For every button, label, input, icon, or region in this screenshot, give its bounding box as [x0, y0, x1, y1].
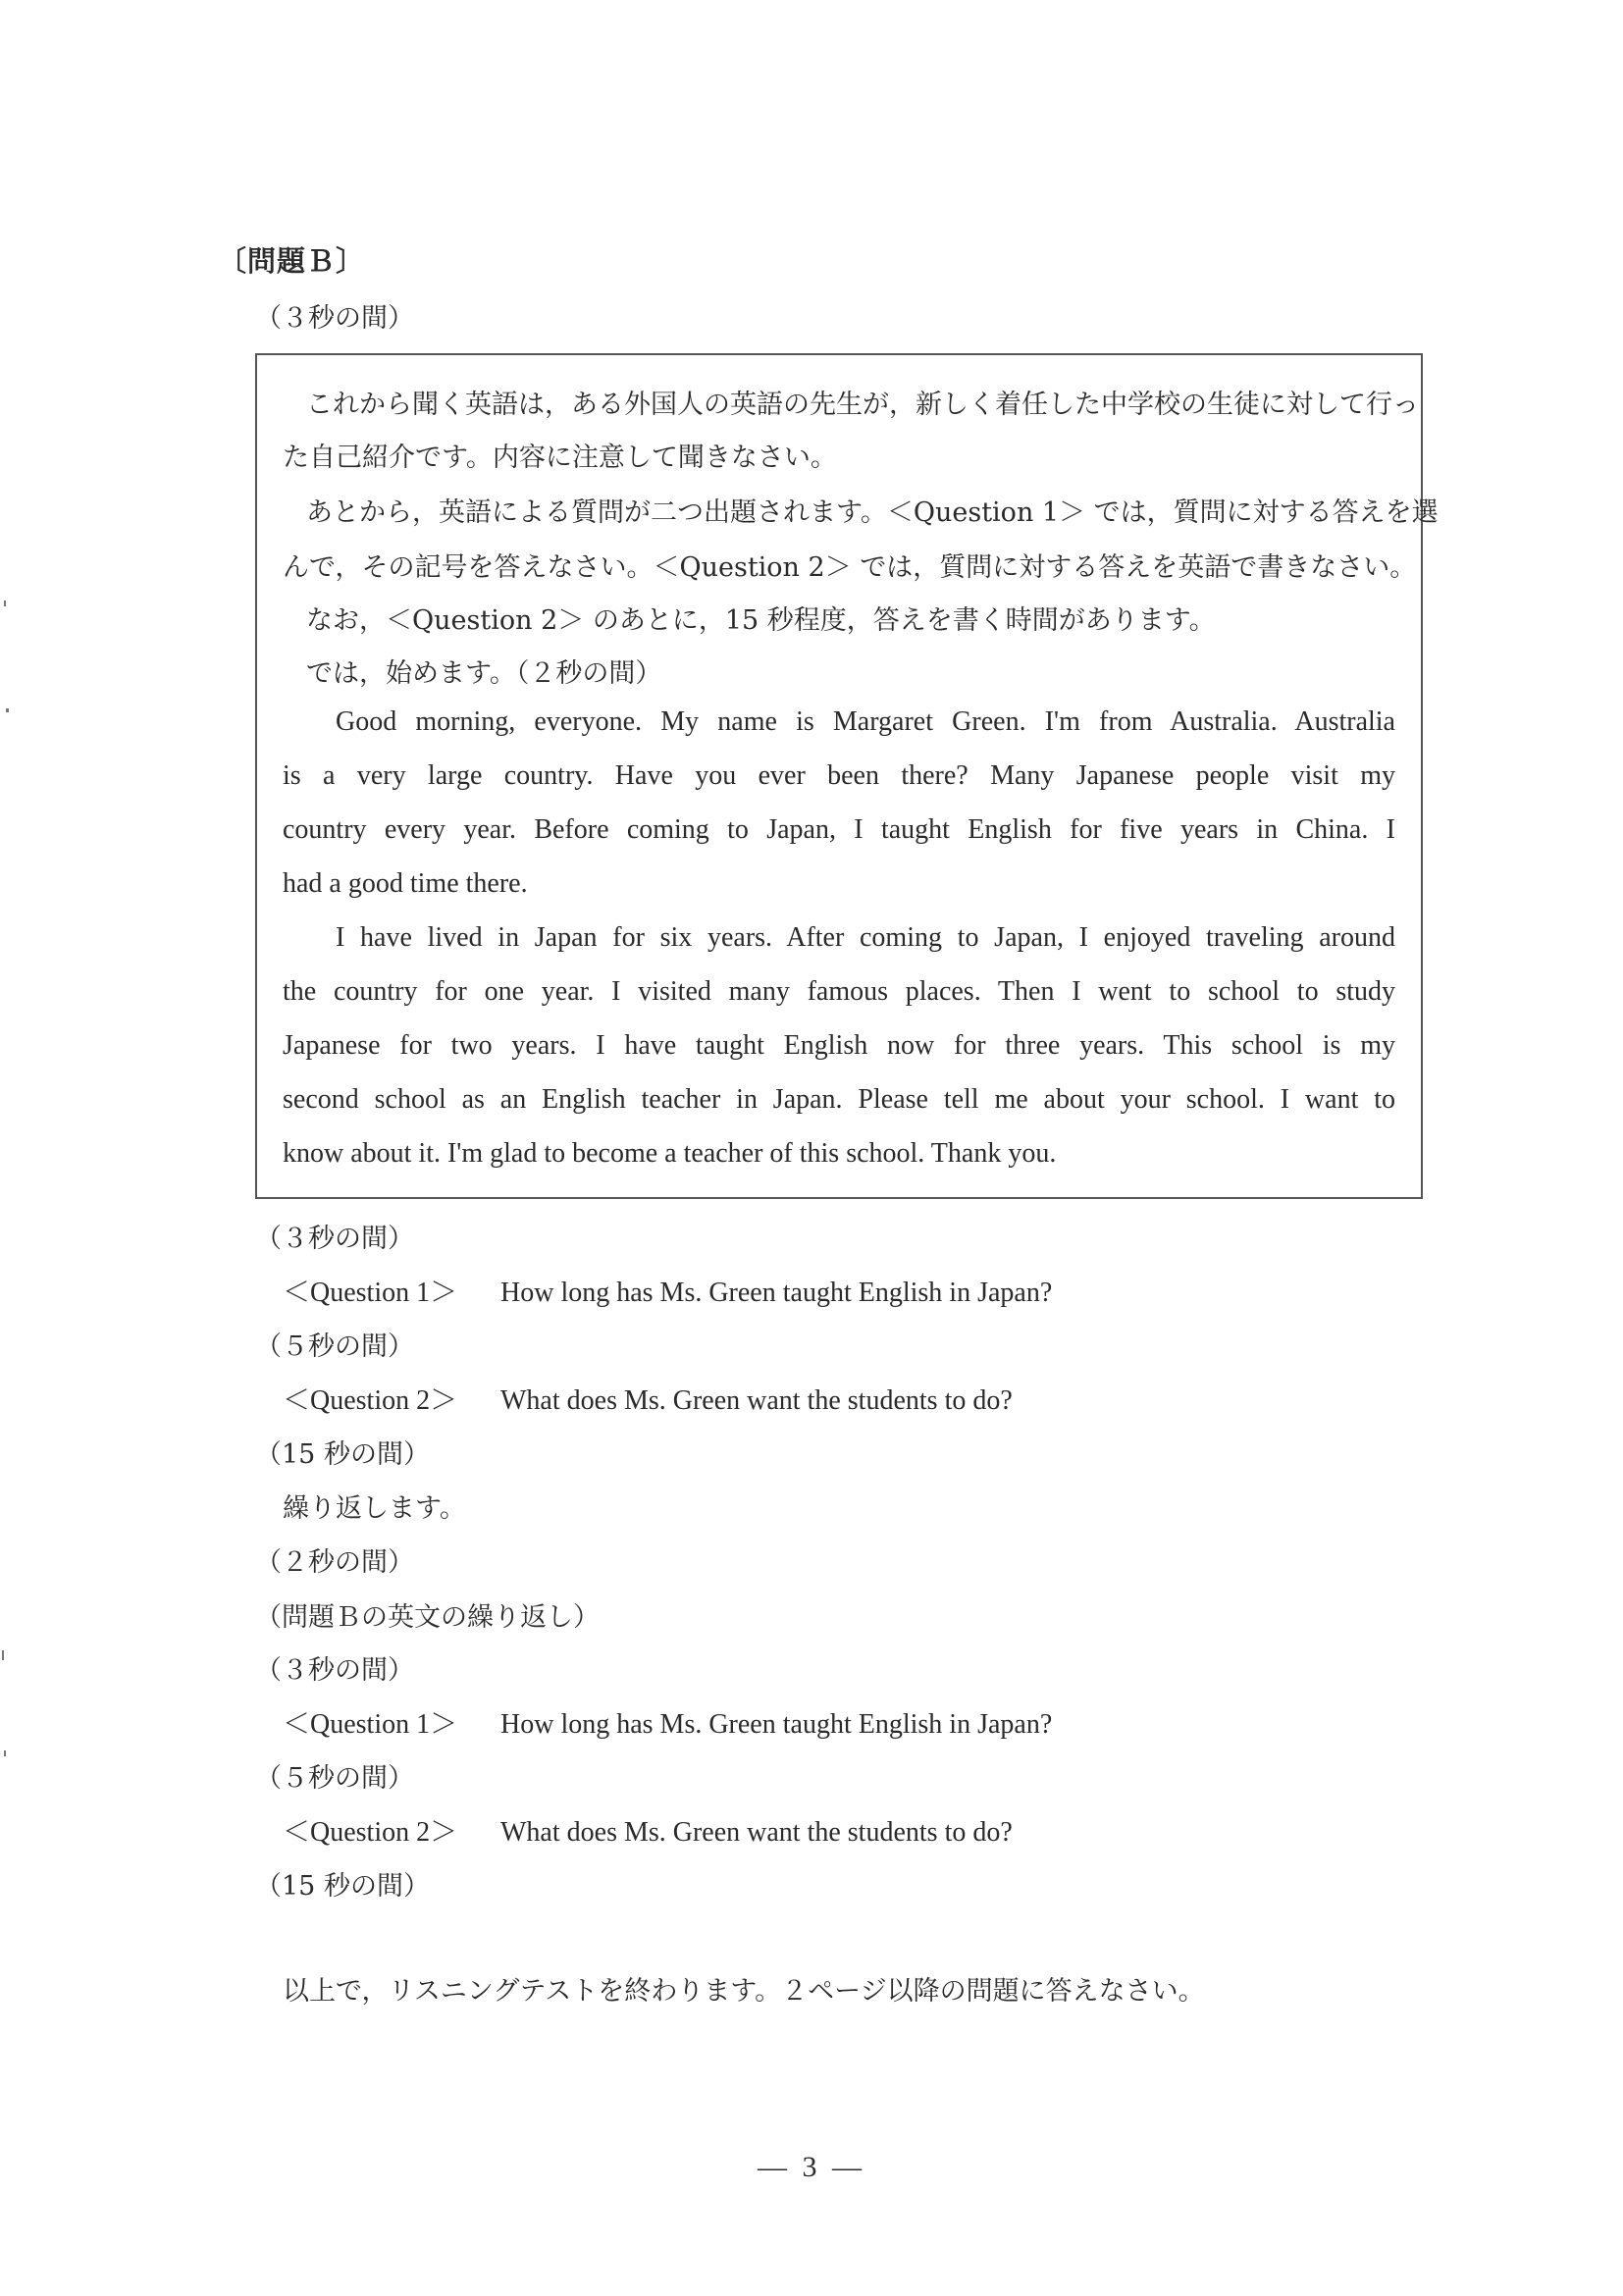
pause-note: （３秒の間）: [255, 1224, 414, 1254]
passage-line: Japanese for two years. I have taught English now for three years. This school is my: [283, 1030, 1395, 1061]
repeat-passage-note: （問題Ｂの英文の繰り返し）: [255, 1602, 600, 1633]
scan-speck: [2, 1650, 4, 1660]
scan-speck: [4, 600, 6, 606]
question-text: What does Ms. Green want the students to do?: [500, 1817, 1013, 1848]
passage-line: I have lived in Japan for six years. After coming to Japan, I enjoyed traveling around: [336, 922, 1395, 953]
question-text: How long has Ms. Green taught English in Japan?: [500, 1709, 1053, 1740]
question-label: ＜Question 2＞: [283, 1817, 458, 1848]
section-heading: 〔問題Ｂ〕: [218, 244, 366, 278]
pause-note: （５秒の間）: [255, 1331, 414, 1362]
scan-speck: [4, 1750, 6, 1756]
instruction-line: あとから，英語による質問が二つ出題されます。＜Question 1＞ では，質問に対する答えを選: [306, 497, 1439, 528]
pause-note: （３秒の間）: [255, 303, 414, 334]
repeat-note: 繰り返します。: [283, 1493, 466, 1524]
script-box: [255, 353, 1439, 1199]
pause-note: （５秒の間）: [255, 1763, 414, 1794]
pause-note: （２秒の間）: [255, 1547, 414, 1578]
pause-note: （15 秒の間）: [255, 1439, 430, 1470]
question-label: ＜Question 2＞: [283, 1385, 458, 1416]
passage-line: know about it. I'm glad to become a teacher of this school. Thank you.: [283, 1138, 1057, 1169]
instruction-line: んで，その記号を答えなさい。＜Question 2＞ では，質問に対する答えを英語で書きなさい。: [283, 552, 1417, 583]
instruction-line: なお，＜Question 2＞ のあとに，15 秒程度，答えを書く時間があります。: [306, 605, 1216, 636]
question-2-line: [283, 1379, 1013, 1418]
question-label: ＜Question 1＞: [283, 1278, 458, 1308]
pause-note: （３秒の間）: [255, 1655, 414, 1686]
passage-line: is a very large country. Have you ever been there? Many Japanese people visit my: [283, 760, 1395, 791]
question-1-line: [283, 1271, 1052, 1310]
question-text: What does Ms. Green want the students to do?: [500, 1385, 1013, 1416]
passage-line: country every year. Before coming to Japan, I taught English for five years in China. I: [283, 814, 1395, 845]
page-number: — 3 —: [758, 2151, 865, 2183]
question-2-line: [283, 1810, 1013, 1850]
passage-line: Good morning, everyone. My name is Margaret Green. I'm from Australia. Australia: [336, 706, 1395, 737]
instruction-line: では，始めます。（２秒の間）: [306, 658, 662, 689]
passage-line: the country for one year. I visited many famous places. Then I went to school to study: [283, 976, 1395, 1007]
question-label: ＜Question 1＞: [283, 1709, 458, 1740]
passage-line: second school as an English teacher in Japan. Please tell me about your school. I want to: [283, 1084, 1395, 1115]
instruction-line: これから聞く英語は，ある外国人の英語の先生が，新しく着任した中学校の生徒に対して行っ: [306, 390, 1419, 420]
passage-line: had a good time there.: [283, 868, 528, 899]
closing-instruction: 以上で，リスニングテストを終わります。２ページ以降の問題に答えなさい。: [283, 1976, 1205, 2007]
question-text: How long has Ms. Green taught English in Japan?: [500, 1278, 1053, 1308]
scan-speck: [6, 708, 9, 712]
question-1-line: [283, 1702, 1052, 1742]
pause-note: （15 秒の間）: [255, 1871, 430, 1902]
instruction-line: た自己紹介です。内容に注意して聞きなさい。: [283, 443, 837, 473]
